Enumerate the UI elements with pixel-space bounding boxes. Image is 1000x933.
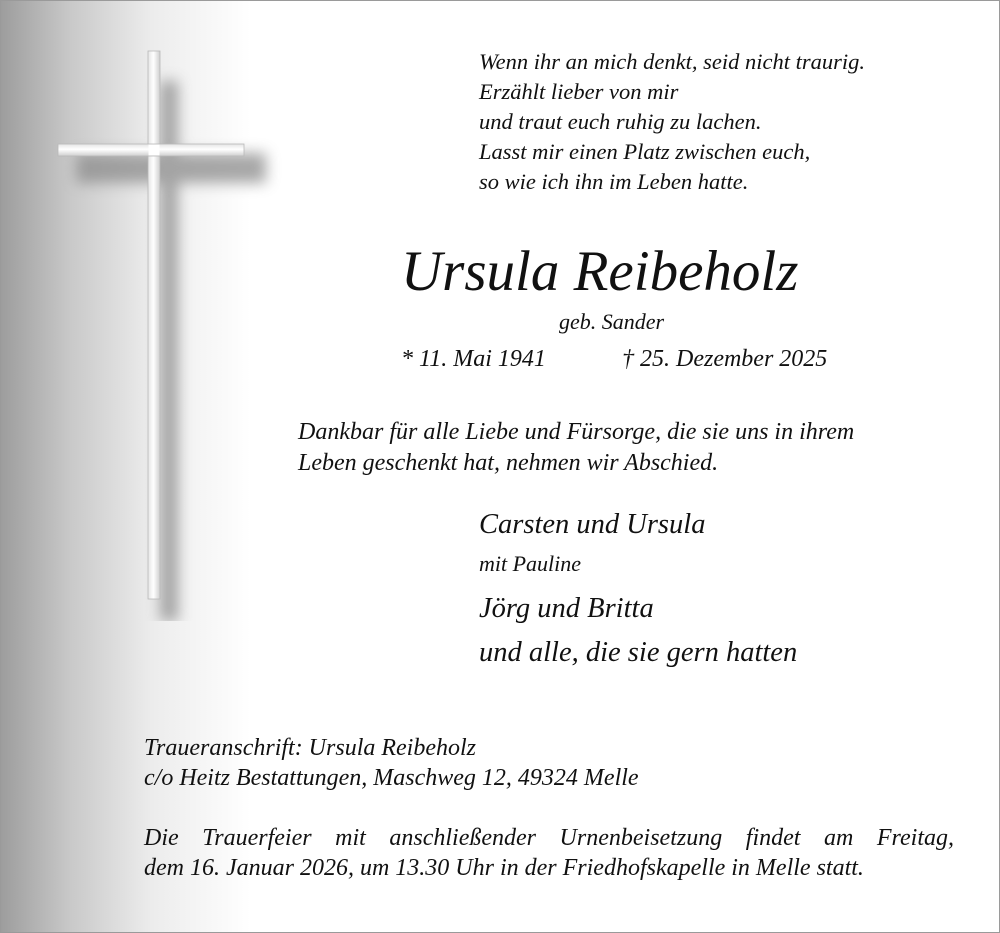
family-line: mit Pauline [479,551,582,576]
poem [479,47,865,197]
poem-line: Wenn ihr an mich denkt, seid nicht traurig. [479,49,866,74]
ceremony-notice [144,823,954,883]
poem-line: und traut euch ruhig zu lachen. [479,109,762,134]
death-date: † 25. Dezember 2025 [622,346,828,372]
deceased-name: Ursula Reibeholz [401,240,799,303]
address-line: c/o Heitz Bestattungen, Maschweg 12, 49324 Melle [144,765,639,791]
thanks-text [298,417,854,479]
family-line: Carsten und Ursula [479,509,706,540]
poem-line: Lasst mir einen Platz zwischen euch, [479,139,811,164]
address-line: Traueranschrift: Ursula Reibeholz [144,735,477,761]
family-line: Jörg und Britta [479,593,654,624]
poem-line: so wie ich ihn im Leben hatte. [479,169,749,194]
cross-icon [46,41,286,621]
family-line: und alle, die sie gern hatten [479,637,798,668]
birth-date: * 11. Mai 1941 [401,346,546,372]
ceremony-line: dem 16. Januar 2026, um 13.30 Uhr in der Friedhofskapelle in Melle statt. [144,855,864,881]
thanks-line: Dankbar für alle Liebe und Fürsorge, die sie uns in ihrem [298,419,855,445]
maiden-name: geb. Sander [559,309,665,334]
mourning-address [144,733,639,793]
poem-line: Erzählt lieber von mir [479,79,679,104]
thanks-line: Leben geschenkt hat, nehmen wir Abschied. [298,450,719,476]
ceremony-line: Die Trauerfeier mit anschließender Urnenbeisetzung findet am Freitag, [144,825,954,851]
